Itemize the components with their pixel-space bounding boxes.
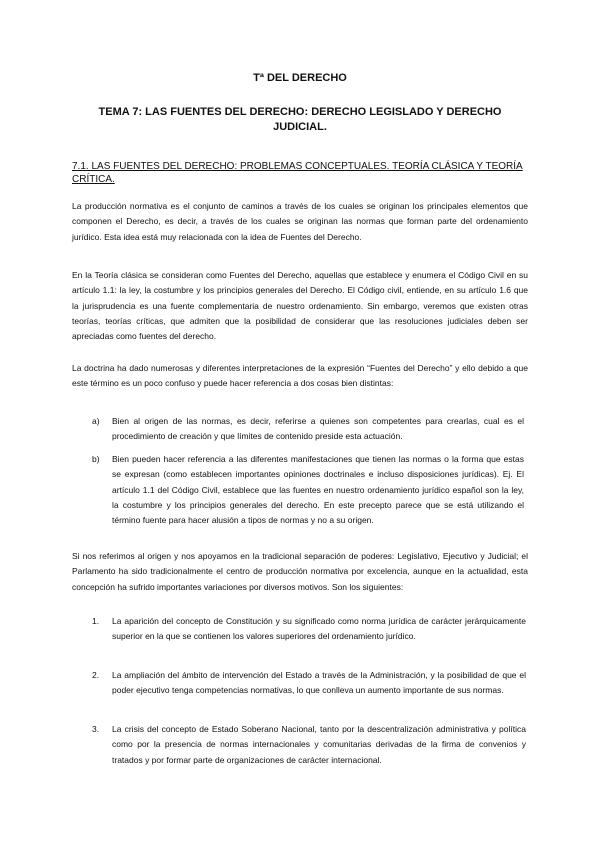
list-item-text: Bien al origen de las normas, es decir, referirse a quienes son competentes para crearlas, cual es el procedimiento de creación y que límites de contenido preside esta actuación. — [112, 416, 524, 442]
topic-title: TEMA 7: LAS FUENTES DEL DERECHO: DERECHO LEGISLADO Y DERECHO JUDICIAL. — [98, 106, 502, 133]
list-marker: a) — [92, 416, 100, 426]
list-marker: 1. — [92, 616, 100, 626]
list-item-text: La ampliación del ámbito de intervención del Estado a través de la Administración, y la posibilidad de que el poder ejecutivo tenga competencias normativas, lo que conlleva un aumento importante de sus normas. — [112, 670, 526, 696]
document-title: Tª DEL DERECHO — [253, 72, 347, 84]
list-marker: 3. — [92, 724, 100, 734]
list-item-text: Bien pueden hacer referencia a las diferentes manifestaciones que tienen las normas o la forma que estas se expresan (como establecen importantes opiniones doctrinales e incluso disposiciones jurídicas). Ej. El artículo 1.1 del Código Civil, establece que las fuentes en nuestro ordenamiento jurídico español son la ley, la costumbre y los principios generales del derecho. En este precepto parece que se está utilizando el término fuente para hacer alusión a tipos de normas y no a su origen. — [112, 454, 524, 526]
list-item-text: La crisis del concepto de Estado Soberano Nacional, tanto por la descentralización administrativa y política como por la presencia de normas internacionales y comunitarias derivadas de la firma de convenios y tratados y por formar parte de organizaciones de carácter internacional. — [112, 724, 526, 765]
paragraph: La producción normativa es el conjunto de caminos a través de los cuales se originan los principales elementos que componen el Derecho, es decir, a través de los cuales se originan las normas que forman parte del ordenamiento jurídico. Esta idea está muy relacionada con la idea de Fuentes del Derecho. — [72, 201, 528, 242]
paragraph: En la Teoría clásica se consideran como Fuentes del Derecho, aquellas que establece y enumera el Código Civil en su artículo 1.1: la ley, la costumbre y los principios generales del Derecho. El Código civil, entiende, en su artículo 1.6 que la jurisprudencia es una fuente complementaria de nuestro ordenamiento. Sin embargo, veremos que existen otras teorías, teorías críticas, que admiten que la posibilidad de considerar que las resoluciones judiciales deben ser apreciadas como fuentes del derecho. — [72, 270, 528, 342]
list-marker: 2. — [92, 670, 100, 680]
paragraph: Si nos referimos al origen y nos apoyamos en la tradicional separación de poderes: Legislativo, Ejecutivo y Judicial; el Parlamento ha sido tradicionalmente el centro de producción normativa por excelencia, aunque en la actualidad, esta concepción ha sufrido importantes variaciones por diversos motivos. Son los siguientes: — [72, 551, 528, 592]
list-marker: b) — [92, 454, 100, 464]
section-heading: 7.1. LAS FUENTES DEL DERECHO: PROBLEMAS CONCEPTUALES. TEORÍA CLÁSICA Y TEORÍA CRÍTICA. — [72, 161, 523, 185]
paragraph: La doctrina ha dado numerosas y diferentes interpretaciones de la expresión “Fuentes del Derecho” y ello debido a que este término es un poco confuso y puede hacer referencia a dos cosas bien distintas: — [72, 363, 528, 389]
list-item-text: La aparición del concepto de Constitución y su significado como norma jurídica de carácter jerárquicamente superior en la que se contienen los valores superiores del ordenamiento jurídico. — [112, 616, 526, 642]
